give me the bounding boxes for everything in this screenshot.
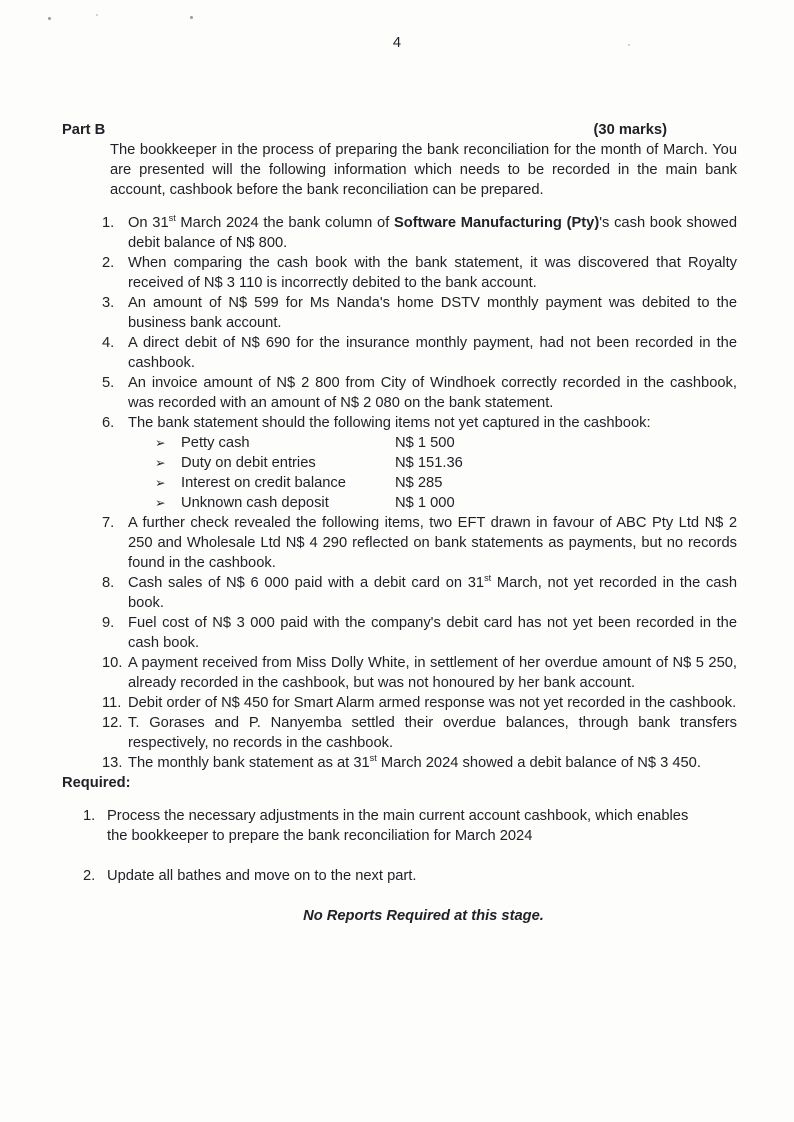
footer-note: No Reports Required at this stage. [303,908,544,924]
list-item-text: T. Gorases and P. Nanyemba settled their overdue balances, through bank transfers respectively, no records in the cashbook. [128,715,737,751]
list-item-number: 12. [102,715,123,731]
list-item-number: 4. [102,335,115,351]
list-item [102,513,737,573]
numbered-list [102,213,737,773]
part-b-title: Part B [62,122,106,138]
arrow-bullet-icon: ➢ [155,456,166,470]
list-item [102,373,737,413]
sub-item-label: Unknown cash deposit [181,495,329,511]
list-item-number: 13. [102,755,123,771]
list-item-text: Fuel cost of N$ 3 000 paid with the company's debit card has not yet been recorded in the cash book. [128,615,737,651]
page-number: 4 [392,35,402,51]
list-item-text: Debit order of N$ 450 for Smart Alarm armed response was not yet recorded in the cashbook. [128,695,737,711]
intro-paragraph: The bookkeeper in the process of preparing the bank reconciliation for the month of March. You are presented will the following information which needs to be recorded in the main bank account, cashbook before the bank reconciliation can be prepared. [110,142,737,198]
arrow-bullet-icon: ➢ [155,436,166,450]
sub-list-item [155,473,737,493]
sub-list-item [155,433,737,453]
list-item-number: 7. [102,515,115,531]
list-item [102,573,737,613]
required-item-number: 2. [83,868,96,884]
list-item [102,753,737,773]
list-item-number: 3. [102,295,115,311]
list-item-number: 2. [102,255,115,271]
sub-list-item [155,453,737,473]
list-item [102,413,737,433]
required-item-text: Update all bathes and move on to the next part. [107,868,417,884]
list-item [102,213,737,253]
list-item-number: 6. [102,415,115,431]
list-item-text: An invoice amount of N$ 2 800 from City of Windhoek correctly recorded in the cashbook, was recorded with an amount of N$ 2 080 on the bank statement. [128,375,737,411]
list-item-text: A direct debit of N$ 690 for the insurance monthly payment, had not been recorded in the cashbook. [128,335,737,371]
list-item [102,613,737,653]
list-item [102,293,737,333]
sub-item-amount: N$ 1 500 [395,435,455,451]
sub-item-label: Interest on credit balance [181,475,346,491]
list-item-text: The bank statement should the following items not yet captured in the cashbook: [128,415,651,431]
list-item-number: 10. [102,655,123,671]
list-item-number: 1. [102,215,115,231]
sub-item-amount: N$ 285 [395,475,443,491]
sub-item-label: Petty cash [181,435,250,451]
sub-list-item [155,493,737,513]
required-list [83,806,700,886]
scan-speck [628,44,630,46]
list-item [102,693,737,713]
arrow-bullet-icon: ➢ [155,496,166,510]
list-item-text: On 31st March 2024 the bank column of Software Manufacturing (Pty)'s cash book showed debit balance of N$ 800. [128,213,737,251]
list-item-text: The monthly bank statement as at 31st March 2024 showed a debit balance of N$ 3 450. [128,753,701,771]
required-item [83,806,700,846]
part-b-heading [62,120,667,140]
list-item-number: 9. [102,615,115,631]
list-item-number: 5. [102,375,115,391]
sub-item-label: Duty on debit entries [181,455,316,471]
list-item [102,713,737,753]
list-item [102,333,737,373]
list-item-number: 8. [102,575,115,591]
scan-speck [48,17,51,20]
list-item-number: 11. [102,695,122,711]
required-item-text: Process the necessary adjustments in the main current account cashbook, which enables the bookkeeper to prepare the bank reconciliation for March 2024 [107,808,689,844]
list-item [102,253,737,293]
required-heading: Required: [62,775,131,791]
arrow-bullet-icon: ➢ [155,476,166,490]
sub-list [155,433,737,513]
list-item-text: Cash sales of N$ 6 000 paid with a debit card on 31st March, not yet recorded in the cash book. [128,573,737,611]
scan-speck [96,14,98,16]
list-item-text: A payment received from Miss Dolly White, in settlement of her overdue amount of N$ 5 250, already recorded in the cashbook, but was not honoured by her bank account. [128,655,737,691]
sub-item-amount: N$ 151.36 [395,455,463,471]
required-item [83,866,700,886]
list-item-text: When comparing the cash book with the bank statement, it was discovered that Royalty received of N$ 3 110 is incorrectly debited to the bank account. [128,255,737,291]
list-item [102,653,737,693]
part-b-marks: (30 marks) [593,122,667,138]
scan-speck [190,16,193,19]
list-item-text: A further check revealed the following items, two EFT drawn in favour of ABC Pty Ltd N$ 2 250 and Wholesale Ltd N$ 4 290 reflected on bank statements as payments, but no records found in the cashbook. [128,515,737,571]
list-item-text: An amount of N$ 599 for Ms Nanda's home DSTV monthly payment was debited to the business bank account. [128,295,737,331]
required-item-number: 1. [83,808,96,824]
sub-item-amount: N$ 1 000 [395,495,455,511]
